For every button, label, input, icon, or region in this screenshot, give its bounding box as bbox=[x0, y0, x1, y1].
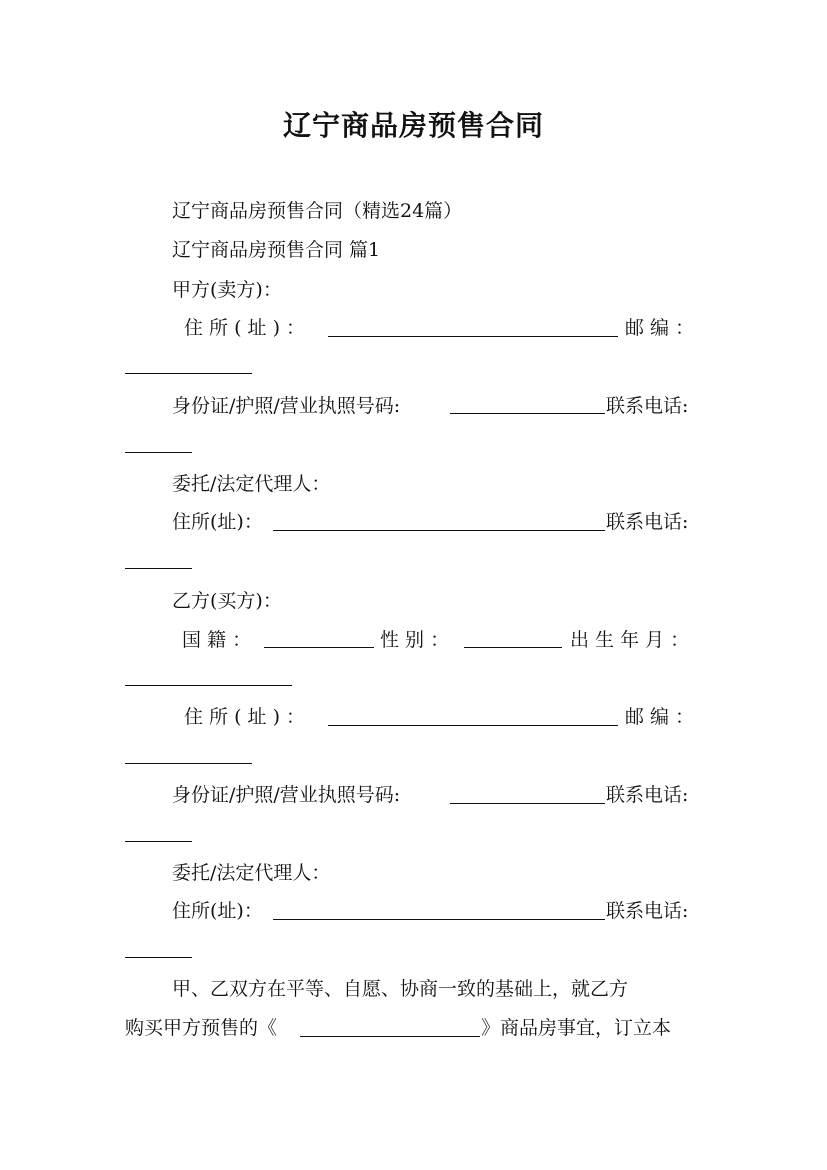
party-b-nationality-blank[interactable] bbox=[264, 647, 374, 648]
party-b-agent-address-blank[interactable] bbox=[273, 919, 605, 920]
party-b-nationality-label: 国 籍 ： bbox=[182, 629, 252, 651]
party-b-phone-blank[interactable] bbox=[125, 841, 192, 842]
party-a-id-label: 身份证/护照/营业执照号码: bbox=[172, 395, 401, 417]
party-a-phone-label: 联系电话: bbox=[606, 395, 689, 417]
chapter-heading: 辽宁商品房预售合同 篇1 bbox=[172, 239, 381, 261]
party-b-id-blank[interactable] bbox=[450, 803, 605, 804]
party-a-agent-phone-blank[interactable] bbox=[125, 568, 192, 569]
party-b-agent-phone-label: 联系电话: bbox=[606, 900, 689, 922]
party-b-birth-label: 出 生 年 月 ： bbox=[570, 629, 690, 651]
document-title: 辽宁商品房预售合同 bbox=[282, 109, 544, 142]
document-subtitle: 辽宁商品房预售合同（精选24篇） bbox=[172, 200, 463, 222]
party-b-label: 乙方(买方)： bbox=[172, 590, 282, 612]
party-a-agent-phone-label: 联系电话: bbox=[606, 511, 689, 533]
party-a-phone-blank[interactable] bbox=[125, 452, 192, 453]
party-b-agent-label: 委托/法定代理人： bbox=[172, 862, 331, 884]
party-a-address-label: 住 所 ( 址 ) ： bbox=[184, 317, 306, 339]
agreement-line-2-pre: 购买甲方预售的《 bbox=[125, 1017, 278, 1039]
agreement-line-2-post: 》商品房事宜，订立本 bbox=[481, 1017, 672, 1039]
party-b-agent-phone-blank[interactable] bbox=[125, 957, 192, 958]
party-b-postcode-blank[interactable] bbox=[125, 763, 252, 764]
party-a-address-row bbox=[184, 316, 305, 340]
party-b-address-blank[interactable] bbox=[328, 725, 618, 726]
party-b-agent-address-label: 住所(址)： bbox=[172, 900, 263, 922]
party-b-birth-blank[interactable] bbox=[125, 685, 292, 686]
party-b-gender-blank[interactable] bbox=[464, 647, 562, 648]
party-a-postcode-label: 邮 编 ： bbox=[625, 317, 695, 339]
agreement-line-1: 甲、乙双方在平等、自愿、协商一致的基础上，就乙方 bbox=[172, 978, 629, 1000]
party-a-agent-address-label: 住所(址)： bbox=[172, 511, 263, 533]
party-a-agent-label: 委托/法定代理人： bbox=[172, 473, 331, 495]
party-a-id-blank[interactable] bbox=[450, 413, 605, 414]
party-b-gender-label: 性 别 ： bbox=[380, 629, 450, 651]
party-b-address-label: 住 所 ( 址 ) ： bbox=[184, 706, 306, 728]
party-a-label: 甲方(卖方)： bbox=[172, 279, 282, 301]
party-a-address-blank[interactable] bbox=[328, 336, 618, 337]
party-b-phone-label: 联系电话: bbox=[606, 784, 689, 806]
party-a-postcode-blank[interactable] bbox=[125, 373, 252, 374]
party-b-id-label: 身份证/护照/营业执照号码: bbox=[172, 784, 401, 806]
project-name-blank[interactable] bbox=[300, 1036, 480, 1037]
party-a-agent-address-blank[interactable] bbox=[273, 530, 605, 531]
party-b-postcode-label: 邮 编 ： bbox=[625, 706, 695, 728]
